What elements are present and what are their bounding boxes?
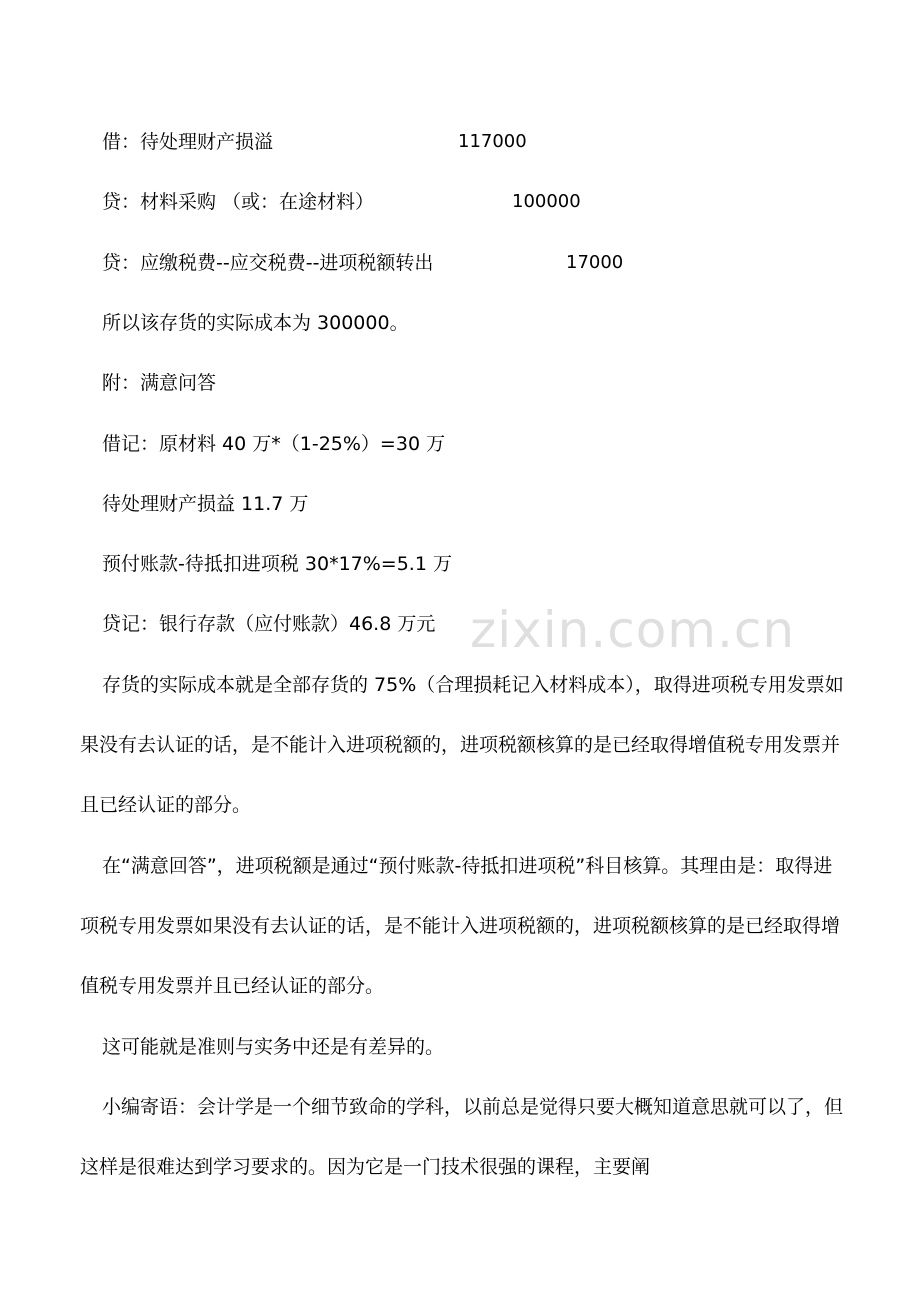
prepaid-tax-line: 预付账款-待抵扣进项税 30*17%=5.1 万 [102,553,452,575]
journal-entry-1-label: 借：待处理财产损溢 [102,131,274,153]
journal-entry-3-amount: 17000 [566,252,624,273]
journal-entry-3-label: 贷：应缴税费--应交税费--进项税额转出 [102,252,434,274]
watermark: zixin.com.cn [470,601,796,659]
journal-entry-1-amount: 117000 [458,131,527,152]
paragraph-inventory-cost: 存货的实际成本就是全部存货的 75%（合理损耗记入材料成本），取得进项税专用发票如果没有去认证的话，是不能计入进项税额的，进项税额核算的是已经取得增值税专用发票并且已经认证的部分。 [80,674,844,816]
paragraph-editor-note: 小编寄语：会计学是一个细节致命的学科，以前总是觉得只要大概知道意思就可以了，但这样是很难达到学习要求的。因为它是一门技术很强的课程，主要阐 [80,1096,844,1178]
paragraph-difference: 这可能就是准则与实务中还是有差异的。 [102,1036,445,1058]
credit-bank-line: 贷记：银行存款（应付账款）46.8 万元 [102,613,436,635]
appendix-title: 附：满意问答 [102,372,217,394]
pending-loss-line: 待处理财产损益 11.7 万 [102,493,309,515]
paragraph-satisfied-answer: 在“满意回答”，进项税额是通过“预付账款-待抵扣进项税”科目核算。其理由是：取得进项税专用发票如果没有去认证的话，是不能计入进项税额的，进项税额核算的是已经取得增值税专用发票并且已经认证的部分。 [80,855,841,997]
journal-entry-2-label: 贷：材料采购 （或：在途材料） [102,191,375,213]
debit-raw-material-line: 借记：原材料 40 万*（1-25%）=30 万 [102,433,446,455]
cost-summary-line: 所以该存货的实际成本为 300000。 [102,312,409,334]
journal-entry-2-amount: 100000 [512,191,581,212]
